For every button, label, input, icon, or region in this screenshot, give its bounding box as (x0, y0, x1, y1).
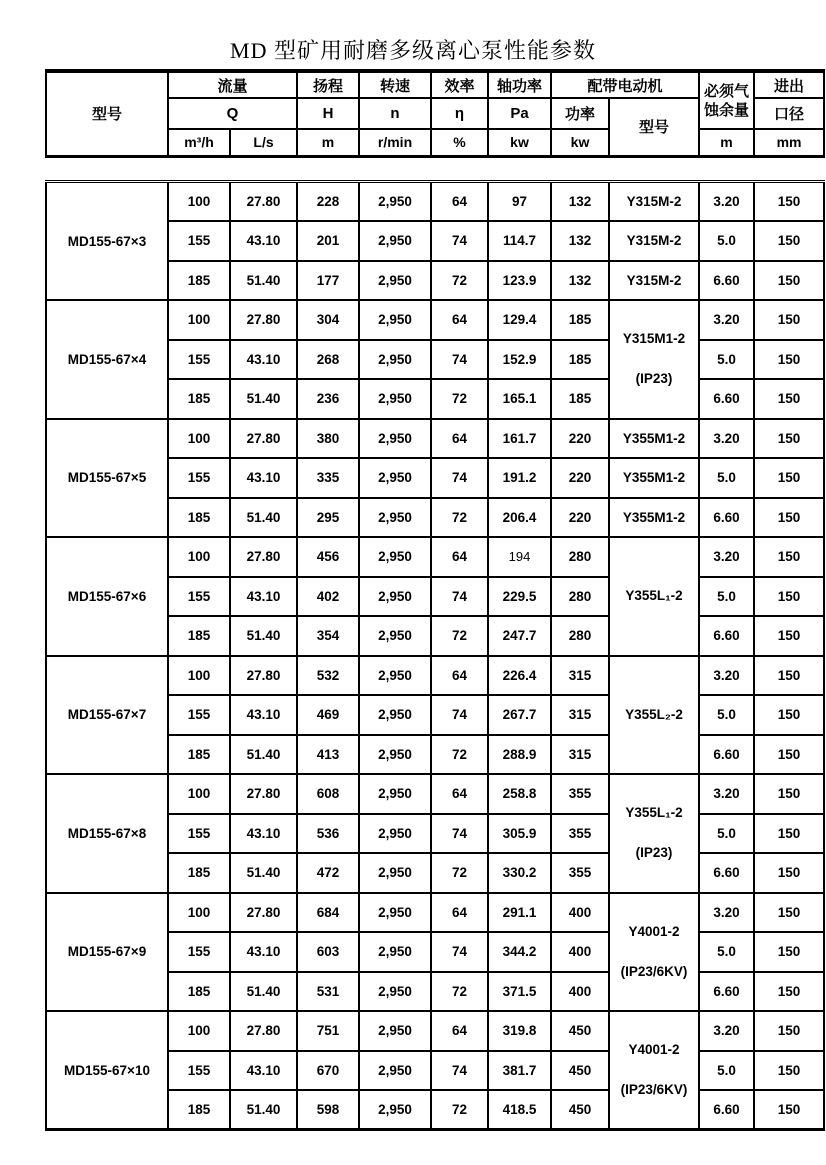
efficiency-cell: 74 (431, 458, 488, 498)
speed-cell: 2,950 (359, 419, 431, 459)
motor-power-cell: 185 (551, 340, 609, 380)
motor-power-cell: 280 (551, 616, 609, 656)
head-cell: 402 (297, 577, 359, 617)
shaft-power-cell: 330.2 (488, 853, 551, 893)
motor-power-cell: 220 (551, 419, 609, 459)
efficiency-cell: 74 (431, 1051, 488, 1091)
speed-symbol: n (359, 98, 431, 129)
page-title: MD 型矿用耐磨多级离心泵性能参数 (230, 38, 596, 63)
head-symbol: H (297, 98, 359, 129)
speed-cell: 2,950 (359, 261, 431, 301)
flow-ls-cell: 51.40 (230, 1090, 297, 1130)
motor-model-cell: Y355M1-2 (609, 458, 699, 498)
motor-power-cell: 315 (551, 656, 609, 696)
flow-ls-cell: 51.40 (230, 498, 297, 538)
port-cell: 150 (754, 656, 824, 696)
port-cell: 150 (754, 537, 824, 577)
head-cell: 177 (297, 261, 359, 301)
port-cell: 150 (754, 893, 824, 933)
npsh-cell: 3.20 (699, 182, 754, 222)
shaft-power-cell: 191.2 (488, 458, 551, 498)
efficiency-cell: 64 (431, 419, 488, 459)
shaft-power-symbol: Pa (488, 98, 551, 129)
model-cell: MD155-67×4 (46, 300, 168, 419)
port-cell: 150 (754, 774, 824, 814)
shaft-power-cell: 226.4 (488, 656, 551, 696)
col-header-efficiency: 效率 (431, 71, 488, 98)
speed-cell: 2,950 (359, 577, 431, 617)
speed-cell: 2,950 (359, 1051, 431, 1091)
flow-m3h-cell: 185 (168, 261, 230, 301)
head-cell: 532 (297, 656, 359, 696)
shaft-power-cell: 258.8 (488, 774, 551, 814)
table-row (46, 893, 824, 933)
speed-cell: 2,950 (359, 498, 431, 538)
flow-unit-m3h: m³/h (168, 129, 230, 156)
flow-ls-cell: 27.80 (230, 893, 297, 933)
flow-m3h-cell: 155 (168, 1051, 230, 1091)
speed-cell: 2,950 (359, 1090, 431, 1130)
speed-cell: 2,950 (359, 735, 431, 775)
flow-m3h-cell: 185 (168, 498, 230, 538)
table-row (46, 300, 824, 340)
flow-m3h-cell: 100 (168, 774, 230, 814)
motor-model-cell (609, 656, 699, 775)
port-cell: 150 (754, 1090, 824, 1130)
motor-power-cell: 355 (551, 774, 609, 814)
flow-ls-cell: 43.10 (230, 221, 297, 261)
npsh-cell: 6.60 (699, 735, 754, 775)
table-row (46, 182, 824, 222)
npsh-cell: 6.60 (699, 261, 754, 301)
shaft-power-cell: 371.5 (488, 972, 551, 1012)
port-cell: 150 (754, 182, 824, 222)
efficiency-cell: 64 (431, 300, 488, 340)
motor-model-line: (IP23) (635, 845, 673, 861)
port-cell: 150 (754, 261, 824, 301)
motor-power-cell: 355 (551, 853, 609, 893)
speed-cell: 2,950 (359, 853, 431, 893)
head-cell: 536 (297, 814, 359, 854)
npsh-cell: 3.20 (699, 656, 754, 696)
motor-model-line: Y315M1-2 (622, 331, 686, 347)
flow-ls-cell: 51.40 (230, 853, 297, 893)
motor-model-line: Y4001-2 (628, 923, 680, 939)
flow-m3h-cell: 100 (168, 893, 230, 933)
flow-m3h-cell: 100 (168, 1011, 230, 1051)
efficiency-cell: 64 (431, 774, 488, 814)
speed-cell: 2,950 (359, 340, 431, 380)
col-header-model: 型号 (46, 71, 168, 156)
flow-m3h-cell: 155 (168, 814, 230, 854)
motor-power-label: 功率 (551, 98, 609, 129)
efficiency-cell: 72 (431, 853, 488, 893)
motor-model-cell: Y315M-2 (609, 261, 699, 301)
motor-model-cell (609, 1011, 699, 1130)
efficiency-cell: 72 (431, 972, 488, 1012)
port-cell: 150 (754, 695, 824, 735)
flow-unit-ls: L/s (230, 129, 297, 156)
shaft-power-cell: 319.8 (488, 1011, 551, 1051)
port-cell: 150 (754, 853, 824, 893)
shaft-power-cell: 165.1 (488, 379, 551, 419)
flow-ls-cell: 27.80 (230, 419, 297, 459)
col-header-port-line2: 口径 (754, 98, 824, 129)
port-cell: 150 (754, 458, 824, 498)
shaft-power-cell: 206.4 (488, 498, 551, 538)
model-cell: MD155-67×9 (46, 893, 168, 1012)
motor-model-line: (IP23/6KV) (620, 963, 688, 979)
flow-m3h-cell: 185 (168, 853, 230, 893)
npsh-cell: 3.20 (699, 893, 754, 933)
motor-power-cell: 450 (551, 1051, 609, 1091)
npsh-cell: 6.60 (699, 1090, 754, 1130)
flow-ls-cell: 51.40 (230, 735, 297, 775)
motor-model-line: (IP23) (635, 371, 673, 387)
model-cell: MD155-67×7 (46, 656, 168, 775)
speed-cell: 2,950 (359, 537, 431, 577)
head-cell: 472 (297, 853, 359, 893)
speed-cell: 2,950 (359, 814, 431, 854)
speed-cell: 2,950 (359, 221, 431, 261)
npsh-cell: 5.0 (699, 695, 754, 735)
speed-cell: 2,950 (359, 893, 431, 933)
npsh-cell: 3.20 (699, 537, 754, 577)
motor-power-cell: 185 (551, 379, 609, 419)
efficiency-cell: 72 (431, 616, 488, 656)
efficiency-cell: 64 (431, 893, 488, 933)
col-header-motor: 配带电动机 (551, 71, 699, 98)
head-cell: 456 (297, 537, 359, 577)
speed-cell: 2,950 (359, 616, 431, 656)
flow-ls-cell: 51.40 (230, 616, 297, 656)
motor-model-cell: Y355M1-2 (609, 419, 699, 459)
table-row (46, 537, 824, 577)
efficiency-cell: 64 (431, 182, 488, 222)
motor-model-label: 型号 (609, 98, 699, 156)
motor-model-line: (IP23/6KV) (620, 1082, 688, 1097)
efficiency-cell: 74 (431, 814, 488, 854)
data-table (45, 180, 825, 1131)
motor-power-cell: 280 (551, 577, 609, 617)
flow-m3h-cell: 185 (168, 735, 230, 775)
port-cell: 150 (754, 221, 824, 261)
npsh-cell: 3.20 (699, 774, 754, 814)
port-cell: 150 (754, 616, 824, 656)
col-header-head: 扬程 (297, 71, 359, 98)
npsh-cell: 5.0 (699, 458, 754, 498)
speed-cell: 2,950 (359, 458, 431, 498)
motor-model-cell (609, 300, 699, 419)
motor-power-cell: 132 (551, 221, 609, 261)
shaft-power-cell: 291.1 (488, 893, 551, 933)
flow-ls-cell: 43.10 (230, 577, 297, 617)
port-cell: 150 (754, 498, 824, 538)
npsh-unit: m (699, 129, 754, 156)
flow-m3h-cell: 100 (168, 537, 230, 577)
npsh-cell: 6.60 (699, 853, 754, 893)
efficiency-cell: 72 (431, 735, 488, 775)
head-cell: 603 (297, 932, 359, 972)
port-cell: 150 (754, 972, 824, 1012)
head-cell: 228 (297, 182, 359, 222)
motor-power-cell: 220 (551, 498, 609, 538)
motor-model-cell (609, 537, 699, 656)
motor-power-cell: 185 (551, 300, 609, 340)
shaft-power-cell: 344.2 (488, 932, 551, 972)
efficiency-cell: 72 (431, 498, 488, 538)
npsh-cell: 5.0 (699, 932, 754, 972)
npsh-cell: 5.0 (699, 340, 754, 380)
speed-cell: 2,950 (359, 774, 431, 814)
table-row (46, 419, 824, 459)
col-header-shaft-power: 轴功率 (488, 71, 551, 98)
npsh-cell: 3.20 (699, 300, 754, 340)
speed-cell: 2,950 (359, 1011, 431, 1051)
npsh-cell: 3.20 (699, 419, 754, 459)
flow-ls-cell: 27.80 (230, 300, 297, 340)
flow-m3h-cell: 100 (168, 182, 230, 222)
motor-model-line: Y4001-2 (628, 1042, 680, 1057)
shaft-power-cell: 288.9 (488, 735, 551, 775)
efficiency-cell: 72 (431, 379, 488, 419)
flow-m3h-cell: 185 (168, 1090, 230, 1130)
motor-model-cell: Y315M-2 (609, 182, 699, 222)
head-cell: 380 (297, 419, 359, 459)
flow-ls-cell: 43.10 (230, 1051, 297, 1091)
speed-cell: 2,950 (359, 182, 431, 222)
speed-cell: 2,950 (359, 379, 431, 419)
speed-cell: 2,950 (359, 656, 431, 696)
flow-symbol: Q (168, 98, 297, 129)
shaft-power-unit: kw (488, 129, 551, 156)
motor-model-cell (609, 774, 699, 893)
head-cell: 335 (297, 458, 359, 498)
motor-power-cell: 315 (551, 695, 609, 735)
head-cell: 354 (297, 616, 359, 656)
port-cell: 150 (754, 340, 824, 380)
npsh-cell: 6.60 (699, 498, 754, 538)
npsh-cell: 6.60 (699, 972, 754, 1012)
speed-cell: 2,950 (359, 972, 431, 1012)
efficiency-cell: 74 (431, 221, 488, 261)
motor-power-cell: 450 (551, 1011, 609, 1051)
efficiency-cell: 74 (431, 577, 488, 617)
model-cell: MD155-67×5 (46, 419, 168, 538)
flow-ls-cell: 27.80 (230, 1011, 297, 1051)
head-cell: 608 (297, 774, 359, 814)
flow-ls-cell: 51.40 (230, 261, 297, 301)
motor-power-cell: 132 (551, 182, 609, 222)
efficiency-cell: 74 (431, 932, 488, 972)
shaft-power-cell: 305.9 (488, 814, 551, 854)
head-cell: 751 (297, 1011, 359, 1051)
head-cell: 295 (297, 498, 359, 538)
flow-ls-cell: 51.40 (230, 972, 297, 1012)
motor-model-line: Y355L₂-2 (625, 706, 683, 722)
flow-m3h-cell: 155 (168, 458, 230, 498)
head-cell: 304 (297, 300, 359, 340)
flow-ls-cell: 43.10 (230, 340, 297, 380)
port-unit: mm (754, 129, 824, 156)
speed-cell: 2,950 (359, 695, 431, 735)
col-header-npsh (699, 71, 754, 129)
efficiency-cell: 72 (431, 1090, 488, 1130)
motor-power-cell: 315 (551, 735, 609, 775)
motor-power-cell: 355 (551, 814, 609, 854)
head-unit: m (297, 129, 359, 156)
flow-m3h-cell: 155 (168, 577, 230, 617)
speed-cell: 2,950 (359, 300, 431, 340)
flow-m3h-cell: 100 (168, 656, 230, 696)
speed-unit: r/min (359, 129, 431, 156)
shaft-power-cell: 267.7 (488, 695, 551, 735)
shaft-power-cell: 129.4 (488, 300, 551, 340)
efficiency-cell: 74 (431, 340, 488, 380)
head-cell: 413 (297, 735, 359, 775)
port-cell: 150 (754, 932, 824, 972)
flow-m3h-cell: 155 (168, 221, 230, 261)
col-header-port-line1: 进出 (754, 71, 824, 98)
header-table (45, 69, 825, 158)
efficiency-symbol: η (431, 98, 488, 129)
motor-power-cell: 450 (551, 1090, 609, 1130)
shaft-power-cell: 152.9 (488, 340, 551, 380)
head-cell: 201 (297, 221, 359, 261)
motor-model-cell: Y355M1-2 (609, 498, 699, 538)
flow-ls-cell: 27.80 (230, 182, 297, 222)
model-cell: MD155-67×6 (46, 537, 168, 656)
npsh-cell: 5.0 (699, 814, 754, 854)
port-cell: 150 (754, 379, 824, 419)
npsh-cell: 6.60 (699, 616, 754, 656)
shaft-power-cell: 418.5 (488, 1090, 551, 1130)
head-cell: 598 (297, 1090, 359, 1130)
motor-model-line: Y355L₁-2 (625, 805, 683, 821)
motor-model-line: Y355L₁-2 (625, 588, 683, 604)
motor-power-cell: 280 (551, 537, 609, 577)
flow-ls-cell: 43.10 (230, 695, 297, 735)
shaft-power-cell: 114.7 (488, 221, 551, 261)
npsh-cell: 6.60 (699, 379, 754, 419)
flow-m3h-cell: 185 (168, 972, 230, 1012)
shaft-power-cell: 247.7 (488, 616, 551, 656)
flow-ls-cell: 27.80 (230, 774, 297, 814)
shaft-power-cell: 381.7 (488, 1051, 551, 1091)
shaft-power-cell: 123.9 (488, 261, 551, 301)
col-header-flow: 流量 (168, 71, 297, 98)
head-cell: 469 (297, 695, 359, 735)
npsh-cell: 3.20 (699, 1011, 754, 1051)
port-cell: 150 (754, 419, 824, 459)
shaft-power-cell: 229.5 (488, 577, 551, 617)
head-cell: 236 (297, 379, 359, 419)
flow-ls-cell: 27.80 (230, 656, 297, 696)
flow-ls-cell: 43.10 (230, 932, 297, 972)
motor-power-cell: 400 (551, 972, 609, 1012)
port-cell: 150 (754, 300, 824, 340)
flow-m3h-cell: 100 (168, 419, 230, 459)
port-cell: 150 (754, 814, 824, 854)
table-row (46, 774, 824, 814)
motor-model-cell: Y315M-2 (609, 221, 699, 261)
shaft-power-cell: 194 (488, 537, 551, 577)
port-cell: 150 (754, 577, 824, 617)
motor-power-cell: 132 (551, 261, 609, 301)
flow-m3h-cell: 155 (168, 340, 230, 380)
table-row (46, 656, 824, 696)
motor-model-cell (609, 893, 699, 1012)
motor-power-unit: kw (551, 129, 609, 156)
head-cell: 670 (297, 1051, 359, 1091)
motor-power-cell: 400 (551, 893, 609, 933)
efficiency-cell: 74 (431, 695, 488, 735)
head-cell: 684 (297, 893, 359, 933)
motor-power-cell: 400 (551, 932, 609, 972)
efficiency-cell: 72 (431, 261, 488, 301)
npsh-label-line2: 蚀余量 (704, 101, 750, 119)
model-cell: MD155-67×10 (46, 1011, 168, 1130)
flow-m3h-cell: 155 (168, 695, 230, 735)
motor-power-cell: 220 (551, 458, 609, 498)
table-row (46, 1011, 824, 1051)
npsh-cell: 5.0 (699, 1051, 754, 1091)
efficiency-cell: 64 (431, 537, 488, 577)
head-cell: 531 (297, 972, 359, 1012)
efficiency-cell: 64 (431, 1011, 488, 1051)
shaft-power-cell: 161.7 (488, 419, 551, 459)
flow-m3h-cell: 155 (168, 932, 230, 972)
col-header-speed: 转速 (359, 71, 431, 98)
shaft-power-cell: 97 (488, 182, 551, 222)
flow-m3h-cell: 185 (168, 379, 230, 419)
flow-ls-cell: 43.10 (230, 458, 297, 498)
port-cell: 150 (754, 1011, 824, 1051)
speed-cell: 2,950 (359, 932, 431, 972)
npsh-cell: 5.0 (699, 577, 754, 617)
port-cell: 150 (754, 1051, 824, 1091)
npsh-cell: 5.0 (699, 221, 754, 261)
model-cell: MD155-67×3 (46, 182, 168, 301)
port-cell: 150 (754, 735, 824, 775)
head-cell: 268 (297, 340, 359, 380)
flow-ls-cell: 43.10 (230, 814, 297, 854)
flow-m3h-cell: 100 (168, 300, 230, 340)
model-cell: MD155-67×8 (46, 774, 168, 893)
flow-m3h-cell: 185 (168, 616, 230, 656)
efficiency-cell: 64 (431, 656, 488, 696)
flow-ls-cell: 27.80 (230, 537, 297, 577)
npsh-label-line1: 必须气 (704, 82, 750, 100)
efficiency-unit: % (431, 129, 488, 156)
flow-ls-cell: 51.40 (230, 379, 297, 419)
